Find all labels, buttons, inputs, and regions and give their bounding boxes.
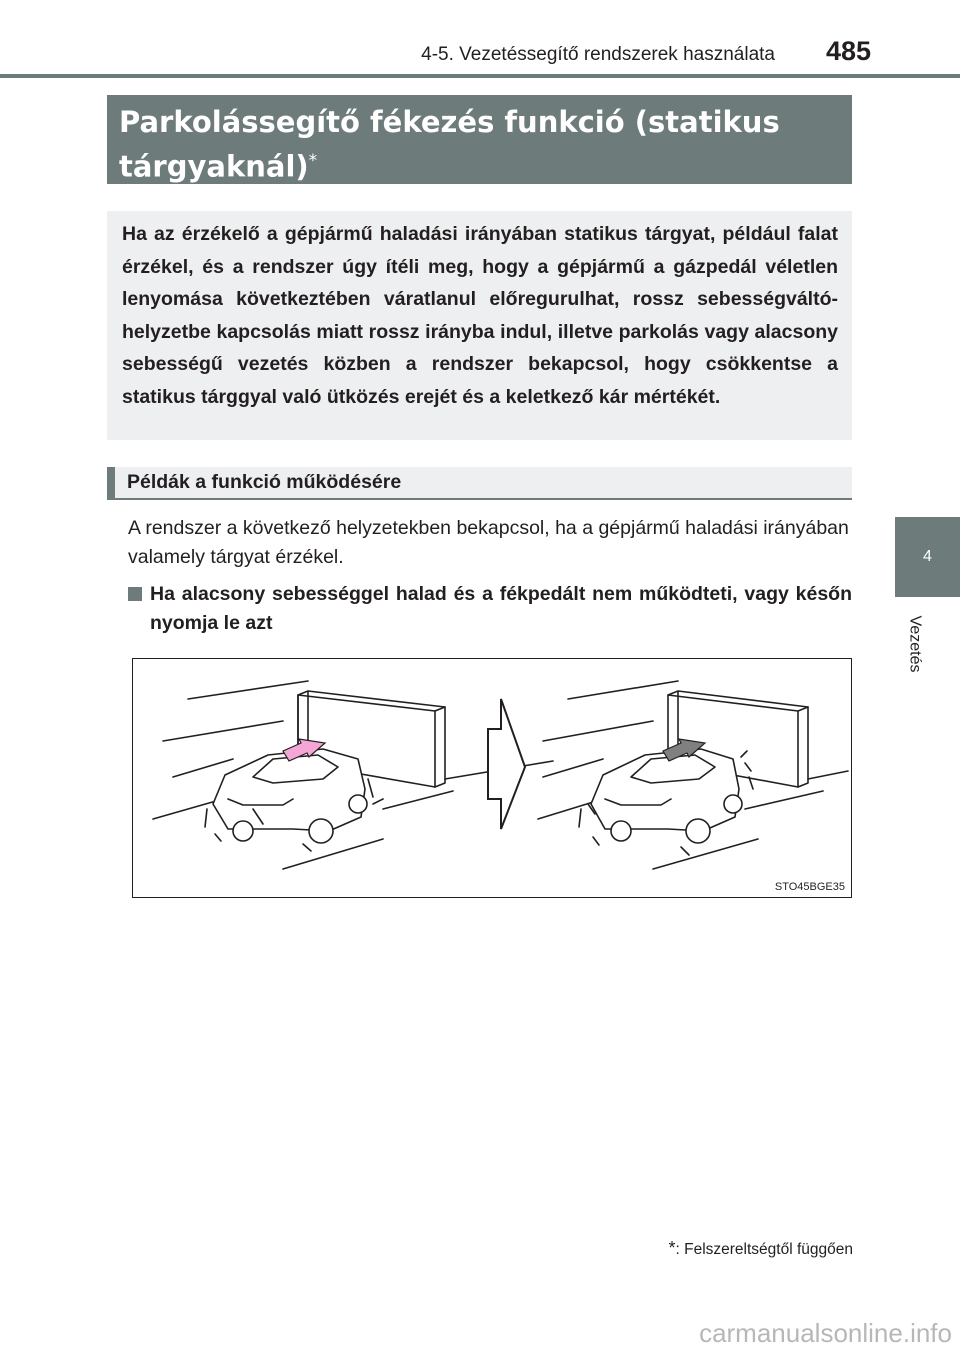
figure-code: STO45BGE35 xyxy=(774,881,845,893)
section-title-line2 xyxy=(119,142,842,187)
intro-text: Ha az érzékelő a gépjármű haladási irányában statikus tárgyat, például falat érzékel, és a rendszer úgy ítéli meg, hogy a gépjármű a gázpedál véletlen lenyomása következtében váratlanul előregurulhat, rossz sebességváltó-helyzetbe kapcsolás miatt rossz irányba indul, illetve parkolás vagy alacsony sebességű vezetés közben a rendszer bekapcsol, hogy csökkentse a statikus tárggyal való ütközés erejét és a keletkező kár mértékét. xyxy=(122,223,838,408)
subheading-text: Példák a funkció működésére xyxy=(127,471,402,493)
page-number: 485 xyxy=(826,36,872,66)
header-rule xyxy=(0,74,960,78)
watermark: carmanualsonline.info xyxy=(699,1318,952,1348)
chapter-number: 4 xyxy=(923,548,932,565)
subheading-bar xyxy=(107,467,115,500)
chapter-tab[interactable] xyxy=(895,517,960,597)
asterisk-marker: * xyxy=(308,151,318,171)
transition-arrow-icon xyxy=(488,699,525,829)
intro-paragraph xyxy=(107,211,852,440)
section-title-line1: Parkolássegítő fékezés funkció (statikus xyxy=(119,105,780,139)
footnote xyxy=(668,1238,853,1259)
footnote-asterisk-icon: * xyxy=(668,1238,676,1258)
section-title-line2-text: tárgyaknál) xyxy=(119,149,309,184)
chapter-label-text: Vezetés xyxy=(906,615,923,673)
subheading xyxy=(107,467,852,500)
body-paragraph: A rendszer a következő helyzetekben bekapcsol, ha a gépjármű haladási irányában valamely tárgyat érzékel. xyxy=(128,517,849,568)
header-section-title: 4-5. Vezetéssegítő rendszerek használata xyxy=(421,44,775,65)
parking-illustration xyxy=(133,659,851,897)
square-bullet-icon xyxy=(128,587,142,601)
illustration xyxy=(132,658,852,898)
chapter-label xyxy=(899,604,929,684)
bullet-text: Ha alacsony sebességgel halad és a fékpedált nem működteti, vagy későn nyomja le azt xyxy=(150,583,852,634)
section-title xyxy=(107,95,852,184)
footnote-text: : Felszereltségtől függően xyxy=(675,1241,853,1258)
bullet-item xyxy=(128,580,852,638)
